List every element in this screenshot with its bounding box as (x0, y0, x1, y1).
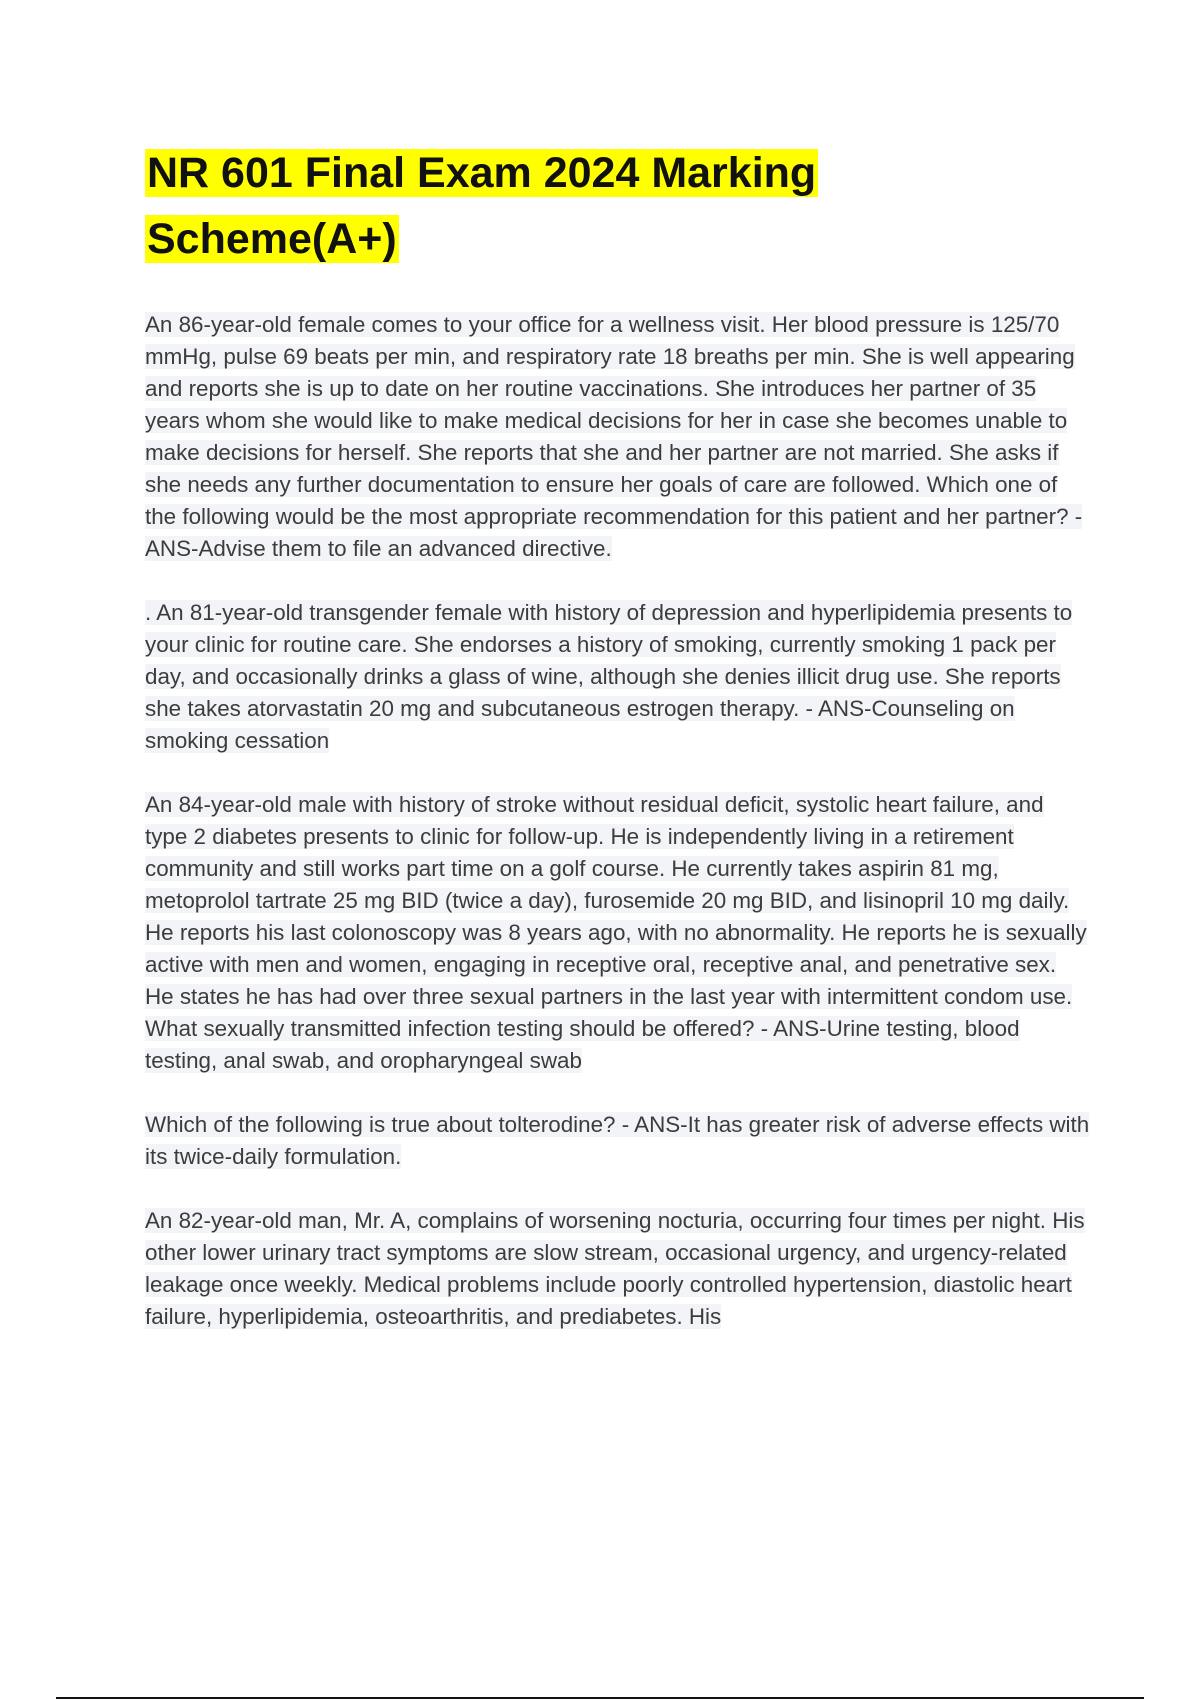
paragraph-text: . An 81-year-old transgender female with history of depression and hyperlipidemia presents to your clinic for routine care. She endorses a history of smoking, currently smoking 1 pack per day, and occasionally drinks a glass of wine, although she denies illicit drug use. She reports she takes atorvastatin 20 mg and subcutaneous estrogen therapy. - ANS-Counseling on smoking cessation (145, 600, 1073, 753)
question-paragraph-2 (145, 597, 1090, 757)
document-body (145, 309, 1090, 1365)
question-paragraph-1 (145, 309, 1090, 565)
page-title (145, 140, 905, 272)
question-paragraph-4 (145, 1109, 1090, 1173)
paragraph-text: An 86-year-old female comes to your office for a wellness visit. Her blood pressure is 125/70 mmHg, pulse 69 beats per min, and respiratory rate 18 breaths per min. She is well appearing and reports she is up to date on her routine vaccinations. She introduces her partner of 35 years whom she would like to make medical decisions for her in case she becomes unable to make decisions for herself. She reports that she and her partner are not married. She asks if she needs any further documentation to ensure her goals of care are followed. Which one of the following would be the most appropriate recommendation for this patient and her partner? - ANS-Advise them to file an advanced directive. (145, 312, 1083, 561)
question-paragraph-3 (145, 789, 1090, 1077)
question-paragraph-5 (145, 1205, 1090, 1333)
page-bottom-rule (56, 1697, 1144, 1699)
title-highlight: NR 601 Final Exam 2024 Marking Scheme(A+) (147, 149, 817, 263)
paragraph-text: Which of the following is true about tolterodine? - ANS-It has greater risk of adverse effects with its twice-daily formulation. (145, 1112, 1090, 1169)
paragraph-text: An 82-year-old man, Mr. A, complains of worsening nocturia, occurring four times per night. His other lower urinary tract symptoms are slow stream, occasional urgency, and urgency-related leakage once weekly. Medical problems include poorly controlled hypertension, diastolic heart failure, hyperlipidemia, osteoarthritis, and prediabetes. His (145, 1208, 1085, 1329)
paragraph-text: An 84-year-old male with history of stroke without residual deficit, systolic heart failure, and type 2 diabetes presents to clinic for follow-up. He is independently living in a retirement community and still works part time on a golf course. He currently takes aspirin 81 mg, metoprolol tartrate 25 mg BID (twice a day), furosemide 20 mg BID, and lisinopril 10 mg daily. He reports his last colonoscopy was 8 years ago, with no abnormality. He reports he is sexually active with men and women, engaging in receptive oral, receptive anal, and penetrative sex. He states he has had over three sexual partners in the last year with intermittent condom use. What sexually transmitted infection testing should be offered? - ANS-Urine testing, blood testing, anal swab, and oropharyngeal swab (145, 792, 1087, 1073)
